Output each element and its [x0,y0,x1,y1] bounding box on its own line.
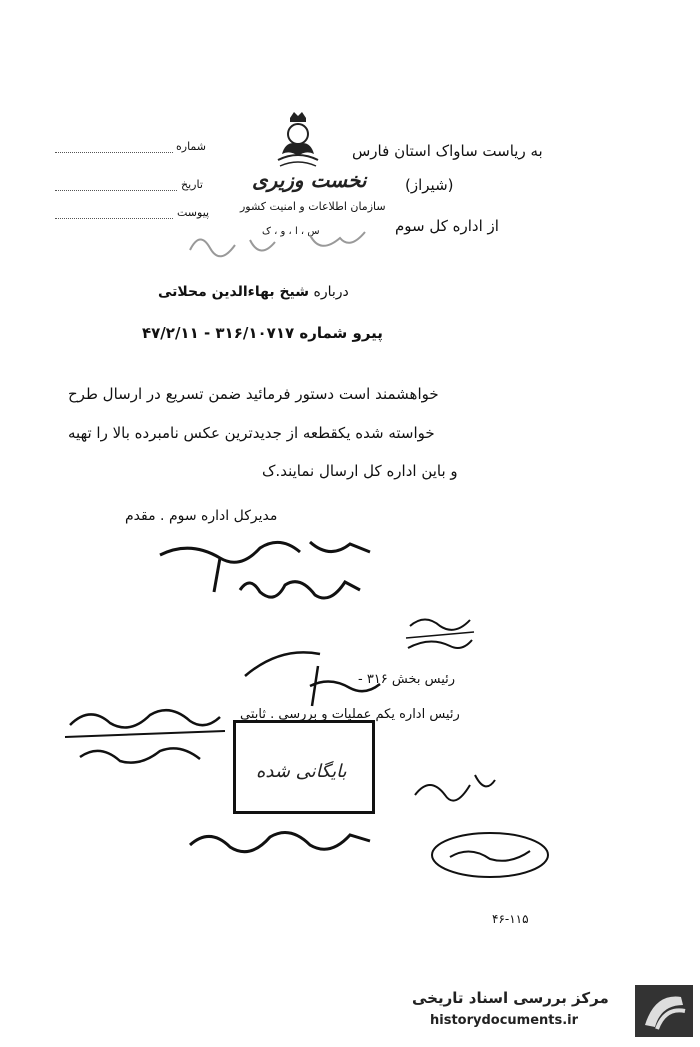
routing-signature [240,636,390,726]
subject-value: شیخ بهاءالدین محلاتی [158,284,310,300]
reference-number: پیرو شماره ۳۱۶/۱۰۷۱۷ - ۴۷/۲/۱۱ [142,324,383,342]
sender-line: از اداره کل سوم [395,217,499,235]
addressee-city: (شیراز) [405,176,454,194]
organization-name: سازمان اطلاعات و امنیت کشور [240,200,386,213]
routing-line-2: رئیس اداره یکم عملیات و بررسی . ثابتی [240,707,460,722]
body-line-2: خواسته شده یکقطعه از جدیدترین عکس نامبرده بالا را تهیه [68,424,435,442]
archive-stamp [233,720,375,814]
footer-url: historydocuments.ir [430,1013,579,1028]
faint-handwritten-note [180,220,380,270]
handwritten-file-number [60,695,230,775]
lion-and-sun-emblem-icon [272,110,324,168]
subject-label: درباره [313,284,349,300]
archive-stamp-text: بایگانی شده [256,761,347,782]
organization-code: س ، ا ، و ، ک [262,226,320,237]
field-date-line [55,190,177,191]
field-date-label: تاریخ [181,178,203,191]
body-line-3: و باین اداره کل ارسال نمایند.ک [262,462,458,480]
document-code: ۴۶-۱۱۵ [492,912,529,926]
footer-watermark [400,985,695,1040]
field-number-line [55,152,173,153]
subject-line [158,284,349,300]
addressee-line: به ریاست ساواک استان فارس [352,142,543,160]
body-line-1: خواهشمند است دستور فرمائید ضمن تسریع در ارسال طرح [68,385,439,403]
archive-logo-icon [635,985,693,1037]
routing-line-1: رئیس بخش ۳۱۶ - [358,672,456,687]
handwritten-routing-note [400,608,480,656]
handwritten-confidential-note [180,815,380,870]
field-attachment-line [55,218,173,219]
footer-brand: مرکز بررسی اسناد تاریخی [412,989,609,1007]
handwritten-date-note [230,570,370,610]
handwritten-dated-note [395,765,555,885]
ministry-title: نخست وزیری [252,168,367,192]
signatory-title: مدیرکل اداره سوم . مقدم [125,508,278,524]
field-number-label: شماره [176,140,207,153]
field-attachment-label: پیوست [177,206,210,219]
